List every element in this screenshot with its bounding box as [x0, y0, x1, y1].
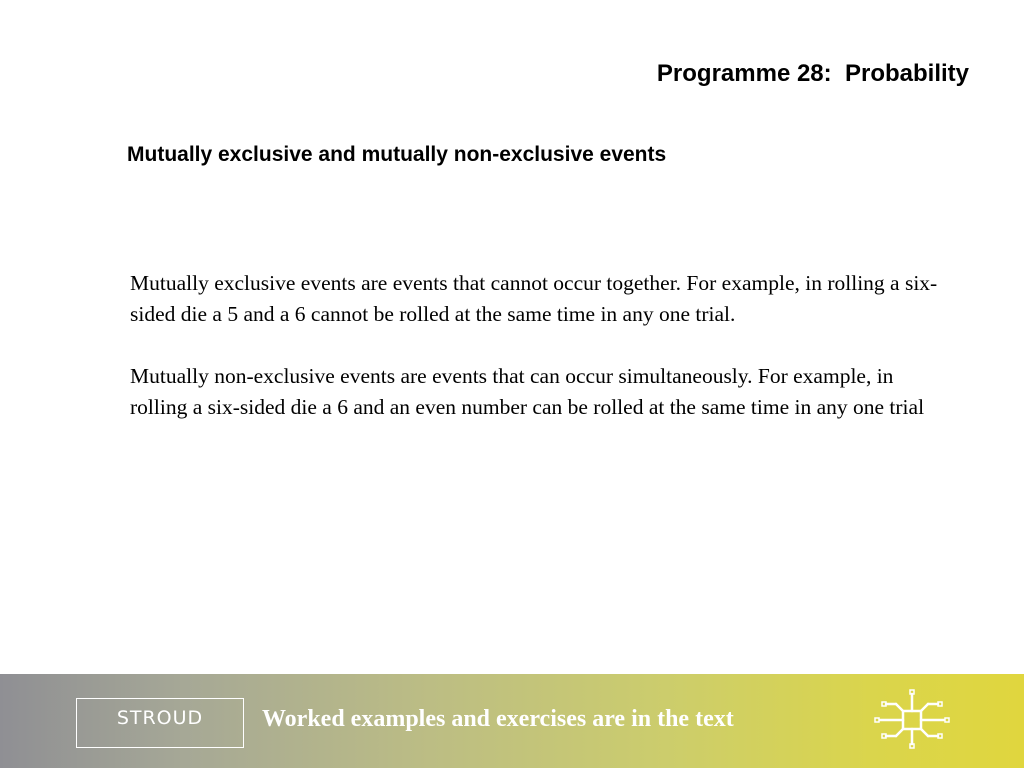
stroud-logo-text: STROUD — [116, 707, 204, 729]
programme-title: Programme 28: Probability — [656, 60, 969, 87]
section-heading: Mutually exclusive and mutually non-exclusive events — [127, 143, 667, 166]
footer-bar — [0, 674, 1024, 768]
network-icon — [872, 688, 952, 752]
stroud-logo-box — [76, 698, 244, 748]
paragraph-non-exclusive: Mutually non-exclusive events are events that can occur simultaneously. For example, in rolling a six-sided die a 6 and an even number can be rolled at the same time in any one trial — [130, 364, 925, 419]
body-text — [130, 268, 950, 454]
footer-caption: Worked examples and exercises are in the text — [262, 706, 734, 732]
paragraph-mutually-exclusive: Mutually exclusive events are events that cannot occur together. For example, in rolling a six-sided die a 5 and a 6 cannot be rolled at the same time in any one trial. — [130, 271, 938, 326]
